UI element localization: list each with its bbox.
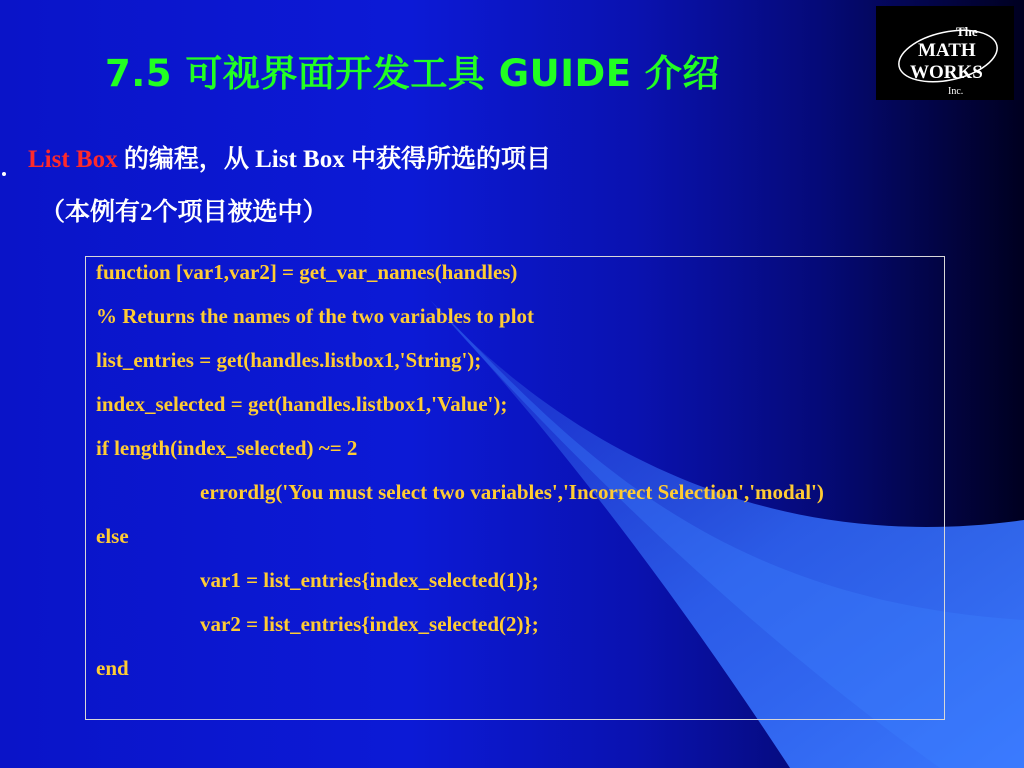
svg-text:MATH: MATH [918,40,976,61]
svg-text:WORKS: WORKS [910,62,983,83]
slide-subtitle [28,142,551,178]
svg-text:The: The [956,24,978,39]
code-line-if: if length(index_selected) ~= 2 [96,436,358,460]
code-block [85,256,945,720]
selection-note: （本例有2个项目被选中） [40,199,328,226]
code-line-function: function [var1,var2] = get_var_names(handles) [96,260,518,284]
subtitle-text: 的编程，从 List Box 中获得所选的项目 [117,146,551,173]
code-line-index-selected: index_selected = get(handles.listbox1,'Value'); [96,392,508,416]
code-line-else: else [96,524,129,548]
code-line-var2: var2 = list_entries{index_selected(2)}; [200,612,539,636]
code-line-end: end [96,656,129,680]
mathworks-logo [876,6,1014,100]
code-line-list-entries: list_entries = get(handles.listbox1,'String'); [96,348,482,372]
bullet-marker [2,172,6,176]
svg-text:Inc.: Inc. [948,86,964,97]
code-line-comment: % Returns the names of the two variables to plot [96,304,535,328]
listbox-highlight: List Box [28,146,118,173]
slide-title: 7.5 可视界面开发工具 GUIDE 介绍 [105,52,720,95]
code-line-errordlg: errordlg('You must select two variables','Incorrect Selection','modal') [200,480,824,504]
code-line-var1: var1 = list_entries{index_selected(1)}; [200,568,539,592]
